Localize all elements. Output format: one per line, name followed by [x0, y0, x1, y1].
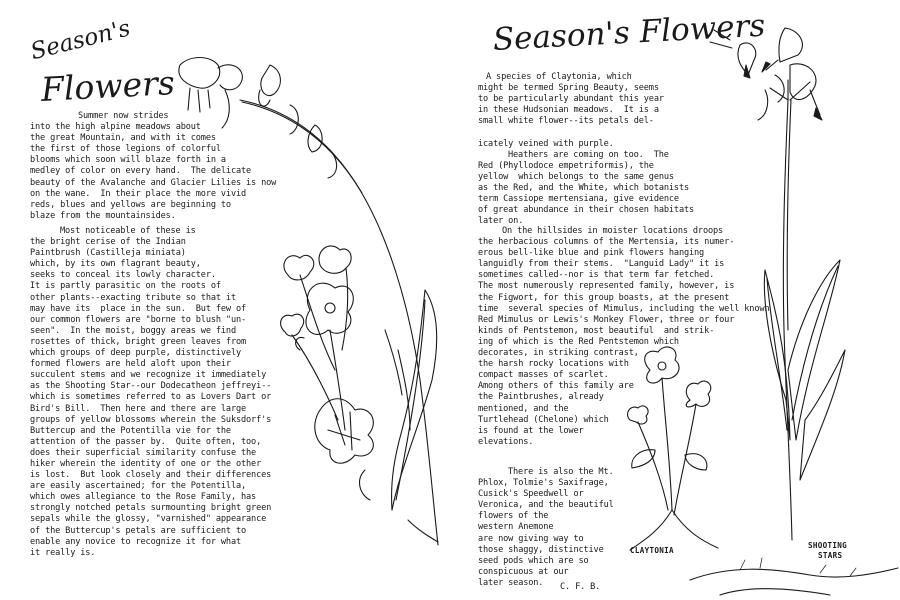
- text-line: Heathers are coming on too. The: [508, 149, 669, 160]
- text-line: which is sometimes referred to as Lovers Dart or: [30, 392, 272, 403]
- text-line: Veronica, and the beautiful: [478, 500, 614, 511]
- text-line: Summer now strides: [78, 111, 169, 121]
- text-line: reds, blues and yellows are beginning to: [30, 199, 231, 210]
- text-line: strongly notched petals surmounting bright green: [30, 503, 272, 514]
- text-line: small white flower--its petals del-: [478, 116, 654, 127]
- text-line: is lost. But look closely and their differences: [30, 470, 272, 481]
- text-line: the harsh rocky locations with: [478, 359, 629, 370]
- text-line: the bright cerise of the Indian: [30, 237, 186, 248]
- text-line: flowers of the: [478, 511, 549, 522]
- caption-shooting-stars-line2: STARS: [818, 551, 843, 560]
- text-line: elevations.: [478, 436, 534, 447]
- text-line: seeks to conceal its lowly character.: [30, 270, 216, 281]
- text-line: in these Hudsonian meadows. It is a: [478, 105, 659, 116]
- left-title-flowers: Flowers: [40, 62, 176, 109]
- text-line: western Anemone: [478, 522, 554, 533]
- right-paragraph-1: [478, 72, 694, 227]
- text-line: our common flowers are "borne to blush "un-: [30, 314, 247, 325]
- text-line: later season.: [478, 577, 544, 588]
- text-line: ing of which is the Red Pentstemon which: [478, 336, 679, 347]
- left-title-seasons: Season's: [28, 15, 133, 66]
- text-line: later on.: [478, 216, 524, 227]
- text-line: to be particularly abundant this year: [478, 94, 664, 105]
- text-line: on the wane. In their place the more vivid: [30, 188, 247, 199]
- text-line: The most numerously represented family, however, is: [478, 281, 735, 292]
- text-line: which, by its own flagrant beauty,: [30, 259, 201, 270]
- text-line: enable any novice to recognize it for what: [30, 536, 242, 547]
- text-line: sepals while the glossy, "varnished" appearance: [30, 514, 267, 525]
- text-line: are easily ascertained; for the Potentilla,: [30, 481, 247, 492]
- text-line: does their superficial similarity confuse the: [30, 447, 257, 458]
- text-line: seen". In the moist, boggy areas we find: [30, 325, 236, 336]
- text-line: medley of color on every hand. The delicate: [30, 166, 252, 177]
- text-line: sometimes called--nor is that term far fetched.: [478, 270, 715, 281]
- text-line: languidly from their stems. "Languid Lady" it is: [478, 259, 725, 270]
- signature-initials: C. F. B.: [560, 582, 601, 592]
- text-line: which owes allegiance to the Rose Family, has: [30, 492, 257, 503]
- text-line: yellow which belongs to the same genus: [478, 171, 674, 182]
- text-line: the Figwort, for this group boasts, at the present: [478, 292, 730, 303]
- text-line: formed flowers are held aloft upon their: [30, 359, 231, 370]
- text-line: Red Mimulus or Lewis's Monkey Flower, three or four: [478, 314, 735, 325]
- text-line: which groups of deep purple, distinctively: [30, 348, 242, 359]
- text-line: Turtlehead (Chelone) which: [478, 414, 609, 425]
- right-title: Season's Flowers: [492, 7, 767, 58]
- text-line: erous bell-like blue and pink flowers hanging: [478, 248, 705, 259]
- text-line: succulent stems and we recognize it immediately: [30, 370, 267, 381]
- caption-shooting-stars-line1: SHOOTING: [808, 541, 847, 550]
- text-line: the first of those legions of colorful: [30, 144, 221, 155]
- text-line: decorates, in striking contrast,: [478, 348, 639, 359]
- text-line: may have its place in the sun. But few of: [30, 303, 247, 314]
- text-line: icately veined with purple.: [478, 138, 614, 149]
- text-line: it really is.: [30, 547, 96, 558]
- text-line: Buttercup and the Potentilla vie for the: [30, 425, 231, 436]
- text-line: It is partly parasitic on the roots of: [30, 281, 221, 292]
- text-line: as the Shooting Star--our Dodecatheon jeffreyi--: [30, 381, 272, 392]
- text-line: the great Mountain, and with it comes: [30, 133, 216, 144]
- signature: [560, 582, 600, 593]
- text-line: [478, 127, 694, 138]
- text-line: of the Buttercup's petals are sufficient to: [30, 525, 247, 536]
- text-line: attention of the passer by. Quite often, too,: [30, 436, 262, 447]
- text-line: is found at the lower: [478, 425, 584, 436]
- text-line: mentioned, and the: [478, 403, 569, 414]
- text-line: of great abundance in their chosen habitats: [478, 205, 695, 216]
- right-paragraph-3: [478, 467, 614, 589]
- text-line: Phlox, Tolmie's Saxifrage,: [478, 478, 609, 489]
- text-line: beauty of the Avalanche and Glacier Lilies is now: [30, 177, 277, 188]
- text-line: term Cassiope mertensiana, give evidence: [478, 194, 679, 205]
- text-line: Bird's Bill. Then here and there are large: [30, 403, 247, 414]
- text-line: Most noticeable of these is: [60, 226, 196, 236]
- text-line: A species of Claytonia, which: [486, 72, 632, 82]
- right-paragraph-2: [478, 226, 769, 448]
- text-line: rosettes of thick, bright green leaves from: [30, 336, 247, 347]
- text-line: Cusick's Speedwell or: [478, 489, 584, 500]
- text-line: kinds of Pentstemon, most beautiful and strik-: [478, 325, 715, 336]
- text-line: Paintbrush (Castilleja miniata): [30, 248, 186, 259]
- text-line: are now giving way to: [478, 533, 584, 544]
- text-line: into the high alpine meadows about: [30, 122, 201, 133]
- caption-claytonia: CLAYTONIA: [630, 546, 674, 555]
- text-line: groups of yellow blossoms wherein the Suksdorf's: [30, 414, 272, 425]
- text-line: Among others of this family are: [478, 381, 634, 392]
- text-line: the Paintbrushes, already: [478, 392, 604, 403]
- text-line: There is also the Mt.: [508, 467, 614, 477]
- text-line: those shaggy, distinctive: [478, 544, 604, 555]
- text-line: as the Red, and the White, which botanists: [478, 182, 690, 193]
- text-line: compact masses of scarlet.: [478, 370, 609, 381]
- left-paragraph-1: [30, 111, 276, 222]
- text-line: time several species of Mimulus, including the well known: [478, 303, 770, 314]
- text-line: Red (Phyllodoce empetriformis), the: [478, 160, 654, 171]
- text-line: the herbacious columns of the Mertensia, its numer-: [478, 237, 735, 248]
- text-line: other plants--exacting tribute so that it: [30, 292, 236, 303]
- text-line: might be termed Spring Beauty, seems: [478, 83, 659, 94]
- right-page: [450, 0, 900, 600]
- text-line: seed pods which are so: [478, 555, 589, 566]
- text-line: conspicuous at our: [478, 566, 569, 577]
- text-line: blooms which soon will blaze forth in a: [30, 155, 226, 166]
- text-line: hiker wherein the identity of one or the other: [30, 458, 262, 469]
- text-line: On the hillsides in moister locations droops: [502, 226, 724, 236]
- left-paragraph-2: [30, 226, 271, 559]
- text-line: blaze from the mountainsides.: [30, 210, 176, 221]
